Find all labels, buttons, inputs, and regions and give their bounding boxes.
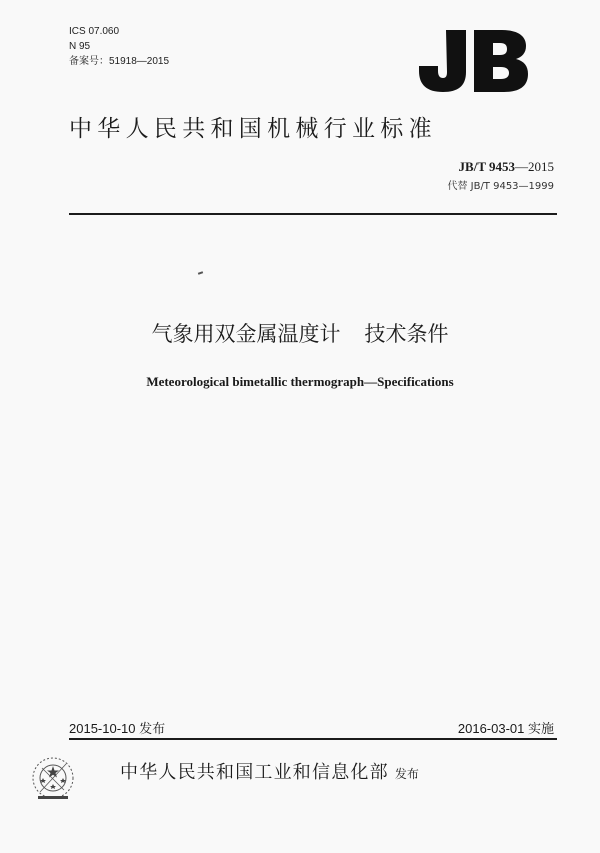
publisher-line	[120, 758, 419, 784]
replaces-standard: 代替 JB/T 9453—1999	[447, 181, 554, 192]
implementation-date: 2016-03-01 实施	[457, 721, 554, 736]
title-cn-part1: 气象用双金属温度计	[151, 322, 341, 346]
scan-speck	[198, 271, 203, 275]
national-emblem-icon	[28, 752, 78, 804]
publisher-name: 中华人民共和国工业和信息化部	[120, 762, 389, 783]
standard-year: —2015	[515, 159, 554, 174]
publisher-suffix: 发布	[394, 767, 419, 781]
top-divider	[69, 213, 557, 215]
record-number: 备案号：51918—2015	[69, 56, 170, 67]
bottom-divider	[69, 738, 557, 740]
title-cn-part2: 技术条件	[364, 322, 449, 346]
jb-logo	[416, 28, 530, 94]
ics-code: ICS 07.060	[69, 26, 120, 37]
standard-code: JB/T 9453	[458, 159, 515, 174]
issue-date: 2015-10-10 发布	[69, 721, 166, 736]
document-title-cn	[0, 318, 600, 348]
class-code: N 95	[69, 41, 91, 52]
classification-block	[69, 24, 169, 69]
standard-number	[459, 159, 554, 175]
document-title-en: Meteorological bimetallic thermograph—Specifications	[146, 374, 454, 389]
industry-standard-title: 中华人民共和国机械行业标准	[69, 116, 437, 142]
